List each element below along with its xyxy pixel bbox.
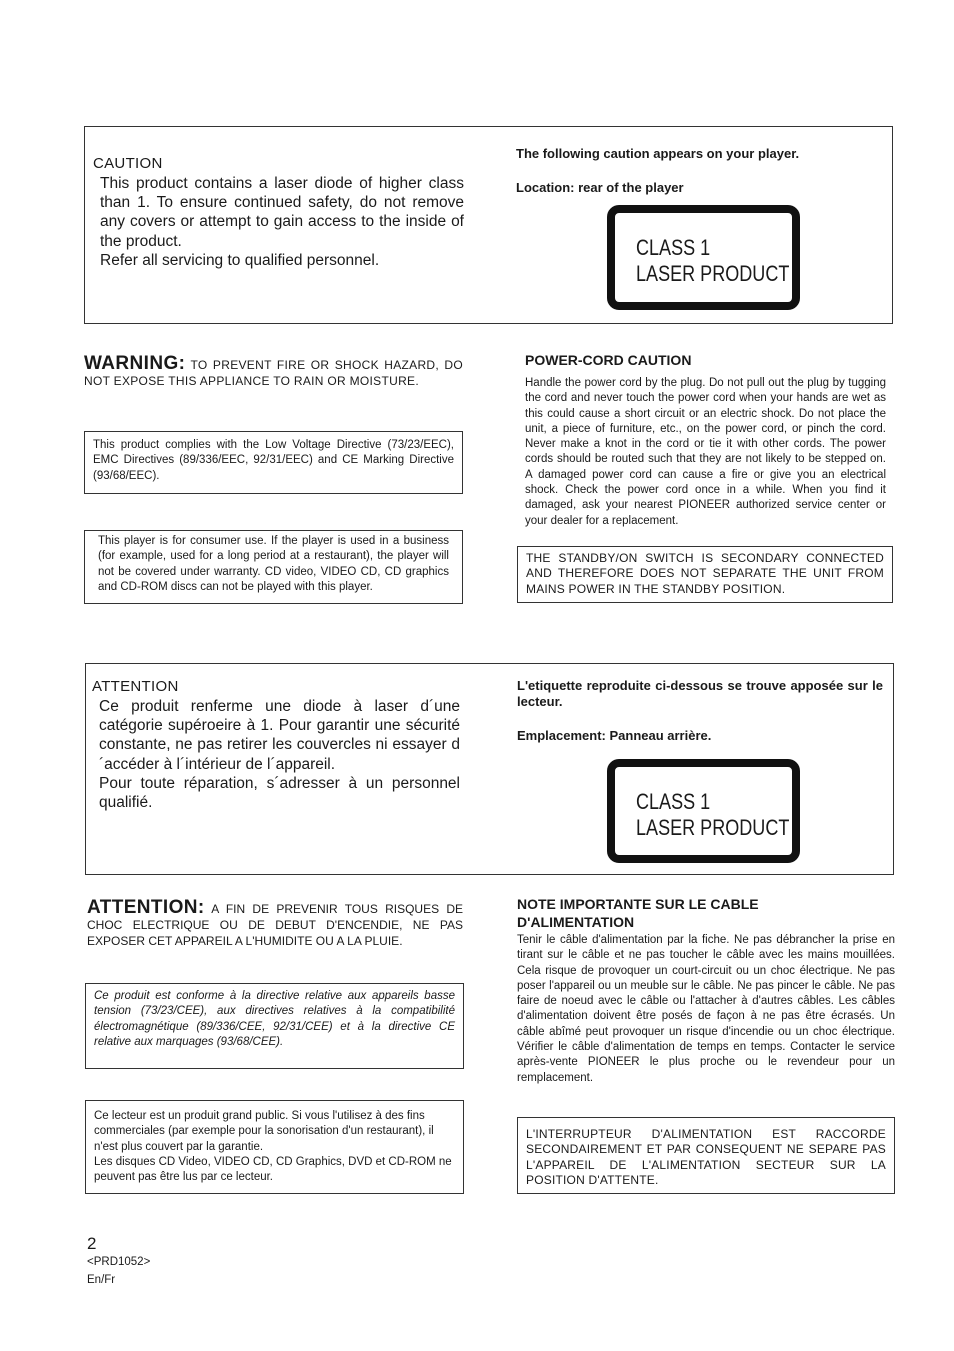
laser-label-text-en — [636, 235, 789, 287]
model-code: <PRD1052> — [87, 1256, 151, 1268]
language-code: En/Fr — [87, 1274, 116, 1286]
caution-servicing-fr: Pour toute réparation, s´adresser à un personnel qualifié. — [99, 774, 460, 812]
caution-body-en — [100, 174, 464, 270]
consumer-text-fr: Ce lecteur est un produit grand public. Si vous l'utilisez à des fins commerciales (par exemple pour la sonorisation d'un restaurant), il n'est plus couvert par la garantie. — [94, 1110, 434, 1153]
standby-text-en: THE STANDBY/ON SWITCH IS SECONDARY CONNECTED AND THEREFORE DOES NOT SEPARATE THE UNIT FROM MAINS POWER IN THE STANDBY POSITION. — [526, 551, 884, 596]
label-location-fr: Emplacement: Panneau arrière. — [517, 728, 712, 743]
consumer-discs-fr: Les disques CD Video, VIDEO CD, CD Graphics, DVD et CD-ROM ne peuvent pas être lus par ce lecteur. — [94, 1155, 452, 1184]
directive-text-en: This product complies with the Low Voltage Directive (73/23/EEC), EMC Directives (89/336/EEC, 92/31/EEC) and CE Marking Directive (93/68/EEC). — [93, 439, 454, 482]
label-location-en: Location: rear of the player — [516, 180, 684, 195]
consumer-text-en: This player is for consumer use. If the player is used in a business (for example, used for a long period at a restaurant), the player will not be covered under warranty. CD video, VIDEO CD, CD graphics and CD-ROM discs can not be played with this player. — [98, 535, 449, 593]
directive-box-fr — [85, 983, 464, 1069]
caution-box-en — [84, 126, 893, 324]
caution-body-fr — [99, 697, 460, 812]
caution-text-en: This product contains a laser diode of higher class than 1. To ensure continued safety, do not remove any covers or attempt to gain access to the inside of the product. — [100, 175, 464, 250]
power-cord-heading-fr: NOTE IMPORTANTE SUR LE CABLE D'ALIMENTATION — [517, 896, 759, 930]
laser-product-label-fr — [607, 759, 800, 863]
laser-label-text-fr — [636, 789, 789, 841]
standby-text-fr: L'INTERRUPTEUR D'ALIMENTATION EST RACCORDE SECONDAIREMENT ET PAR CONSEQUENT NE SEPARE PAS L'APPAREIL DE L'ALIMENTATION SECTEUR SUR LA POSITION D'ATTENTE. — [526, 1127, 886, 1187]
caution-title-en: CAUTION — [93, 155, 163, 172]
directive-text-fr: Ce produit est conforme à la directive relative aux appareils basse tension (73/23/CEE), aux directives relatives à la compatibilité électromagnétique (89/336/CEE, 92/31/CEE) et à la directive CE relative aux marquages (93/68/CEE). — [94, 990, 455, 1048]
warning-heading-fr: ATTENTION: — [87, 897, 205, 918]
caution-title-fr: ATTENTION — [92, 678, 179, 695]
caution-servicing-en: Refer all servicing to qualified personnel. — [100, 251, 380, 269]
laser-class-text-fr: CLASS 1 — [636, 789, 711, 814]
label-notice-en: The following caution appears on your player. — [516, 146, 800, 161]
warning-heading-en: WARNING: — [84, 353, 186, 374]
caution-text-fr: Ce produit renferme une diode à laser d´une catégorie supéroeire à 1. Pour garantir une sécurité constante, ne pas retirer les couvercles ni essayer d´accéder à l´intérieur de l´appareil. — [99, 698, 460, 773]
label-notice-fr: L'etiquette reproduite ci-dessous se trouve apposée sur le lecteur. — [517, 678, 883, 709]
power-cord-text-en: Handle the power cord by the plug. Do not pull out the plug by tugging the cord and never touch the power cord when your hands are wet as this could cause a short circuit or an electric shock. Do not place the unit, a piece of furniture, etc., on the power cord, or pinch the cord. Never make a knot in the cord or tie it with other cords. The power cords should be routed such that they are not likely to be stepped on. A damaged power cord can cause a fire or give you an electrical shock. Check the power cord once in a while. When you find it damaged, ask your nearest PIONEER authorized service center or your dealer for a replacement. — [525, 377, 886, 527]
laser-product-label-en — [607, 205, 800, 310]
consumer-box-en — [84, 530, 463, 604]
power-cord-text-fr: Tenir le câble d'alimentation par la fiche. Ne pas débrancher la prise en tirant sur le câble et ne pas toucher le câble avec les mains mouillées. Cela risque de provoquer un court-circuit ou un choc électrique. Ne pas poser l'appareil ou un meuble sur le câble. Ne pas pincer le câble. Ne pas faire de noeud avec le câble ou l'attacher à d'autres câbles. Les câbles d'alimentation doivent être posés de façon à ne pas être écrasés. Un câble abîmé peut provoquer un risque d'incendie ou un choc électrique. Vérifier le câble d'alimentation de temps en temps. Contacter le service après-vente PIONEER le plus proche ou le revendeur pour un remplacement. — [517, 934, 895, 1084]
warning-text-fr: A FIN DE PREVENIR TOUS RISQUES DE CHOC ELECTRIQUE OU DE DEBUT D'ENCENDIE, NE PAS EXPOSER CET APPAREIL A L'HUMIDITE OU A LA PLUIE. — [87, 902, 464, 948]
caution-box-fr — [85, 663, 894, 875]
warning-text-en: TO PREVENT FIRE OR SHOCK HAZARD, DO NOT EXPOSE THIS APPLIANCE TO RAIN OR MOISTURE. — [84, 358, 463, 388]
directive-box-en — [84, 431, 463, 494]
consumer-box-fr — [85, 1100, 464, 1194]
standby-box-fr — [517, 1117, 895, 1194]
warning-en — [84, 353, 463, 389]
laser-product-text-fr: LASER PRODUCT — [636, 815, 790, 840]
page-number: 2 — [87, 1234, 97, 1253]
warning-fr — [87, 897, 464, 949]
standby-box-en — [517, 546, 893, 603]
laser-product-text: LASER PRODUCT — [636, 261, 790, 286]
power-cord-heading-en: POWER-CORD CAUTION — [525, 352, 692, 368]
laser-class-text: CLASS 1 — [636, 235, 711, 260]
